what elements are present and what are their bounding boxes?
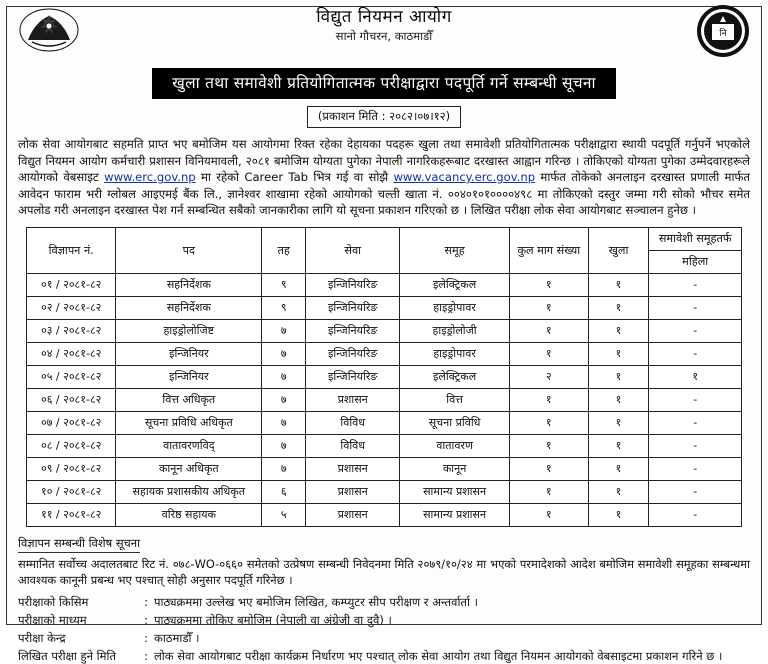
cell-group: हाइड्रोपावर	[400, 296, 510, 319]
cell-post: वित्त अधिकृत	[116, 388, 262, 411]
cell-open: १	[588, 319, 649, 342]
cell-level: ७	[262, 411, 306, 434]
cell-open: १	[588, 411, 649, 434]
cell-post: वरिष्ठ सहायक	[116, 503, 262, 526]
cell-total-demand: १	[509, 319, 588, 342]
cell-service: प्रशासन	[306, 503, 400, 526]
cell-open: १	[588, 503, 649, 526]
cell-level: ७	[262, 342, 306, 365]
cell-group: इलेक्ट्रिकल	[400, 273, 510, 296]
cell-post: इन्जिनियर	[116, 342, 262, 365]
cell-post: सहायक प्रशासकीय अधिकृत	[116, 480, 262, 503]
special-notice-heading: विज्ञापन सम्बन्धी विशेष सूचना	[18, 535, 140, 553]
cell-open: १	[588, 480, 649, 503]
cell-inclusive-female: -	[649, 411, 742, 434]
colon-separator: :	[144, 648, 148, 663]
cell-open: १	[588, 296, 649, 319]
publication-date: (प्रकाशन मिति : २०८२।०७।१२)	[307, 106, 461, 128]
cell-adv-no: ०३ / २०८१-८२	[27, 319, 116, 342]
exam-info-label-text: लिखित परीक्षा हुने मिति	[18, 648, 116, 663]
cell-total-demand: १	[509, 480, 588, 503]
erc-website-link[interactable]: www.erc.gov.np	[104, 170, 196, 185]
cell-inclusive-female: -	[649, 457, 742, 480]
cell-level: ७	[262, 319, 306, 342]
colon-separator: :	[144, 630, 148, 645]
colon-separator: :	[144, 612, 148, 627]
organization-address: सानो गौचरन, काठमाडौँ	[335, 29, 433, 43]
exam-info-value: काठमाडौँ ।	[154, 630, 200, 645]
cell-open: १	[588, 457, 649, 480]
exam-info-value: पाठ्यक्रममा उल्लेख भए बमोजिम लिखित, कम्प्युटर सीप परीक्षण र अन्तर्वार्ता ।	[154, 594, 478, 609]
cell-service: प्रशासन	[306, 388, 400, 411]
cell-adv-no: ०७ / २०८१-८२	[27, 411, 116, 434]
th-advertisement-no: विज्ञापन नं.	[27, 227, 116, 273]
cell-total-demand: १	[509, 296, 588, 319]
document-header	[0, 0, 768, 66]
cell-service: विविध	[306, 411, 400, 434]
cell-total-demand: २	[509, 365, 588, 388]
exam-info-value: पाठ्यक्रममा तोकिए बमोजिम (नेपाली वा अंग्रेजी वा दुवै) ।	[154, 612, 392, 627]
page-border	[6, 6, 762, 625]
cell-total-demand: १	[509, 434, 588, 457]
cell-group: कानून	[400, 457, 510, 480]
page-title: खुला तथा समावेशी प्रतियोगितात्मक परीक्षाद्वारा पदपूर्ति गर्ने सम्बन्धी सूचना	[152, 68, 616, 99]
cell-adv-no: ०१ / २०८१-८२	[27, 273, 116, 296]
cell-group: हाइड्रोलोजी	[400, 319, 510, 342]
cell-total-demand: १	[509, 273, 588, 296]
cell-level: ७	[262, 388, 306, 411]
cell-inclusive-female: १	[649, 365, 742, 388]
cell-total-demand: १	[509, 457, 588, 480]
cell-inclusive-female: -	[649, 342, 742, 365]
cell-post: इन्जिनियर	[116, 365, 262, 388]
cell-level: ५	[262, 503, 306, 526]
cell-level: ९	[262, 296, 306, 319]
body-part-3: मार्फत तोकेको अनलाइन दरखास्त प्रणाली मार्फत आवेदन फाराम भरी ग्लोबल आइएमई बैंक लि., ज्ञानेश्वर शाखामा रहेको आयोगको चल्ती खाता नं. ००४०१०१००००४९८ मा तोकिएको दस्तुर जम्मा गरी सोको भौचर समेत अपलोड गरी अनलाइन दरखास्त पेश गर्न सम्बन्धित सबैको जानकारीका लागि यो सूचना प्रकाशन गरिएको छ । लिखित परीक्षा लोक सेवा आयोगबाट सञ्चालन हुनेछ ।	[18, 170, 751, 218]
exam-info-label-text: परीक्षाको किसिम	[18, 594, 89, 609]
commission-seal-icon	[696, 4, 750, 58]
cell-service: प्रशासन	[306, 480, 400, 503]
cell-adv-no: १० / २०८१-८२	[27, 480, 116, 503]
cell-level: ९	[262, 273, 306, 296]
cell-inclusive-female: -	[649, 480, 742, 503]
cell-adv-no: ०२ / २०८१-८२	[27, 296, 116, 319]
cell-adv-no: ०९ / २०८१-८२	[27, 457, 116, 480]
cell-open: १	[588, 365, 649, 388]
cell-level: ७	[262, 365, 306, 388]
exam-info-label-text: परीक्षाको माध्यम	[18, 612, 87, 627]
special-notice-text: सम्मानित सर्वोच्च अदालतबाट रिट नं. ०७८-WO-०६६० समेतको उत्प्रेषण सम्बन्धी निवेदनमा मिति २०७९/१०/२४ मा भएको परमादेशको आदेश बमोजिम समावेशी समूहका सम्बन्धमा आवश्यक कानूनी प्रबन्ध भए पश्चात् सोही अनुसार पदपूर्ति गरिनेछ ।	[18, 556, 750, 587]
cell-service: इन्जिनियरिङ	[306, 342, 400, 365]
cell-adv-no: ०६ / २०८१-८२	[27, 388, 116, 411]
body-part-1: लोक सेवा आयोगबाट सहमति प्राप्त भए बमोजिम यस आयोगमा रिक्त रहेका देहायका पदहरू खुला तथा समावेशी प्रतियोगितात्मक परीक्षाद्वारा स्थायी पदपूर्ति गर्नुपर्ने भएकोले विद्युत नियमन आयोग कर्मचारी प्रशासन विनियमावली, २०८१ बमोजिम योग्यता पुगेका नेपाली नागरिकहरूबाट दरखास्त आह्वान गरिन्छ । तोकिएको योग्यता पुगेका उम्मेदवारहरूले आयोगको वेबसाइट	[18, 137, 750, 185]
cell-total-demand: १	[509, 411, 588, 434]
cell-adv-no: ११ / २०८१-८२	[27, 503, 116, 526]
cell-group: सामान्य प्रशासन	[400, 503, 510, 526]
organization-name: विद्युत नियमन आयोग	[316, 7, 452, 27]
exam-info-label	[18, 612, 154, 628]
cell-group: हाइड्रोपावर	[400, 342, 510, 365]
cell-total-demand: १	[509, 342, 588, 365]
exam-info-value: लोक सेवा आयोगबाट परीक्षा कार्यक्रम निर्धारण भए पश्चात् लोक सेवा आयोग तथा विद्युत नियमन आयोगको वेबसाइटमा प्रकाशन गरिने छ ।	[154, 648, 723, 663]
cell-group: इलेक्ट्रिकल	[400, 365, 510, 388]
th-inclusive-group: समावेशी समूहतर्फ	[649, 227, 742, 250]
cell-post: सूचना प्रविधि अधिकृत	[116, 411, 262, 434]
cell-service: विविध	[306, 434, 400, 457]
th-total-demand: कुल माग संख्या	[509, 227, 588, 273]
exam-info-label	[18, 594, 154, 610]
cell-service: इन्जिनियरिङ	[306, 365, 400, 388]
exam-info-label-text: परीक्षा केन्द्र	[18, 630, 66, 645]
th-level: तह	[262, 227, 306, 273]
svg-text:नि: नि	[719, 29, 727, 39]
cell-adv-no: ०८ / २०८१-८२	[27, 434, 116, 457]
th-group: समूह	[400, 227, 510, 273]
cell-service: इन्जिनियरिङ	[306, 296, 400, 319]
cell-group: वित्त	[400, 388, 510, 411]
cell-inclusive-female: -	[649, 296, 742, 319]
th-service: सेवा	[306, 227, 400, 273]
cell-group: सामान्य प्रशासन	[400, 480, 510, 503]
cell-adv-no: ०५ / २०८१-८२	[27, 365, 116, 388]
cell-level: ६	[262, 480, 306, 503]
cell-group: वातावरण	[400, 434, 510, 457]
cell-group: सूचना प्रविधि	[400, 411, 510, 434]
cell-open: १	[588, 434, 649, 457]
cell-inclusive-female: -	[649, 273, 742, 296]
cell-inclusive-female: -	[649, 388, 742, 411]
cell-total-demand: १	[509, 503, 588, 526]
cell-post: सहनिर्देशक	[116, 273, 262, 296]
cell-adv-no: ०४ / २०८१-८२	[27, 342, 116, 365]
cell-total-demand: १	[509, 388, 588, 411]
exam-info-row	[18, 648, 750, 664]
cell-inclusive-female: -	[649, 503, 742, 526]
exam-info-row	[18, 630, 750, 646]
cell-service: प्रशासन	[306, 457, 400, 480]
vacancy-website-link[interactable]: www.vacancy.erc.gov.np	[393, 170, 536, 185]
th-inclusive-female: महिला	[649, 250, 742, 273]
nepal-government-emblem-icon	[18, 6, 80, 54]
cell-inclusive-female: -	[649, 434, 742, 457]
body-part-2: मा रहेको Career Tab भित्र गई वा सोझै	[195, 170, 394, 185]
cell-post: हाइड्रोलोजिष्ट	[116, 319, 262, 342]
cell-inclusive-female: -	[649, 319, 742, 342]
exam-info-label	[18, 648, 154, 664]
cell-open: १	[588, 388, 649, 411]
cell-open: १	[588, 273, 649, 296]
th-open: खुला	[588, 227, 649, 273]
cell-post: वातावरणविद्	[116, 434, 262, 457]
cell-post: कानून अधिकृत	[116, 457, 262, 480]
cell-post: सहनिर्देशक	[116, 296, 262, 319]
cell-open: १	[588, 342, 649, 365]
cell-level: ७	[262, 457, 306, 480]
colon-separator: :	[144, 594, 148, 609]
th-post: पद	[116, 227, 262, 273]
exam-info-label	[18, 630, 154, 646]
cell-level: ७	[262, 434, 306, 457]
cell-service: इन्जिनियरिङ	[306, 319, 400, 342]
cell-service: इन्जिनियरिङ	[306, 273, 400, 296]
